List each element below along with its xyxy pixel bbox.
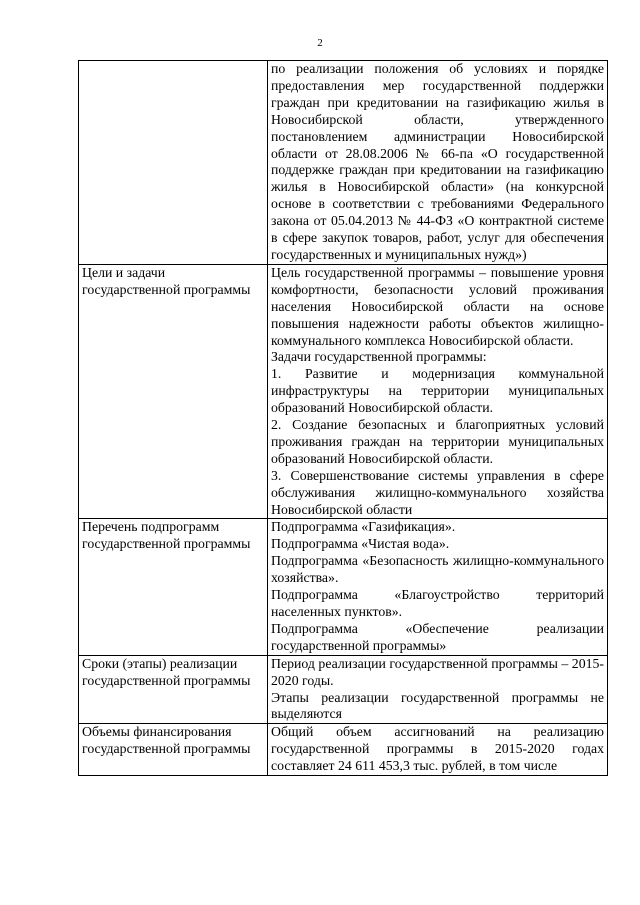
page-number: 2 [317, 37, 323, 49]
paragraph: Период реализации государственной программы – 2015-2020 годы. [271, 655, 604, 688]
paragraph: 1. Развитие и модернизация коммунальной инфраструктуры на территории муниципальных образований Новосибирской области. [271, 366, 604, 416]
row-content [268, 61, 608, 265]
paragraph: 2. Создание безопасных и благоприятных условий проживания граждан на территории муниципальных образований Новосибирской области. [271, 417, 604, 466]
row-label: Перечень подпрограмм государственной программы [79, 519, 268, 655]
program-passport-table [78, 60, 608, 776]
paragraph: Подпрограмма «Газификация». [271, 519, 456, 535]
paragraph: Цель государственной программы – повышение уровня комфортности, безопасности условий проживания населения Новосибирской области на основе повышения надежности работы объектов жилищно-коммунального комплекса Новосибирской области. [271, 264, 604, 348]
row-label: Объемы финансирования государственной программы [79, 724, 268, 776]
table-row [79, 724, 608, 776]
row-label: Цели и задачи государственной программы [79, 264, 268, 519]
row-content [268, 655, 608, 724]
paragraph: 3. Совершенствование системы управления в сфере обслуживания жилищно-коммунального хозяйства Новосибирской области [271, 467, 604, 517]
row-content [268, 264, 608, 519]
table-row [79, 61, 608, 265]
paragraph: Подпрограмма «Обеспечение реализации государственной программы» [271, 620, 604, 653]
paragraph: Задачи государственной программы: [271, 349, 487, 365]
paragraph: Подпрограмма «Чистая вода». [271, 536, 450, 552]
row-content [268, 724, 608, 776]
paragraph: Подпрограмма «Безопасность жилищно-коммунального хозяйства». [271, 553, 604, 586]
paragraph: Общий объем ассигнований на реализацию государственной программы в 2015-2020 годах составляет 24 611 453,3 тыс. рублей, в том числе [271, 724, 604, 774]
table-row [79, 264, 608, 519]
paragraph: Этапы реализации государственной программы не выделяются [271, 689, 604, 722]
row-content [268, 519, 608, 655]
paragraph: по реализации положения об условиях и порядке предоставления мер государственной поддержки граждан при кредитовании на газификацию жилья в Новосибирской области, утвержденного постановлением администрации Новосибирской области от 28.08.2006 № 66-па «О государственной поддержке граждан при кредитовании на газификацию жилья в Новосибирской области» (на конкурсной основе в соответствии с требованиями Федерального закона от 05.04.2013 № 44-ФЗ «О контрактной системе в сфере закупок товаров, работ, услуг для обеспечения государственных и муниципальных нужд») [271, 61, 604, 262]
row-label [79, 61, 268, 265]
table-row [79, 655, 608, 724]
row-label: Сроки (этапы) реализации государственной программы [79, 655, 268, 724]
table-row [79, 519, 608, 655]
paragraph: Подпрограмма «Благоустройство территорий населенных пунктов». [271, 587, 604, 619]
